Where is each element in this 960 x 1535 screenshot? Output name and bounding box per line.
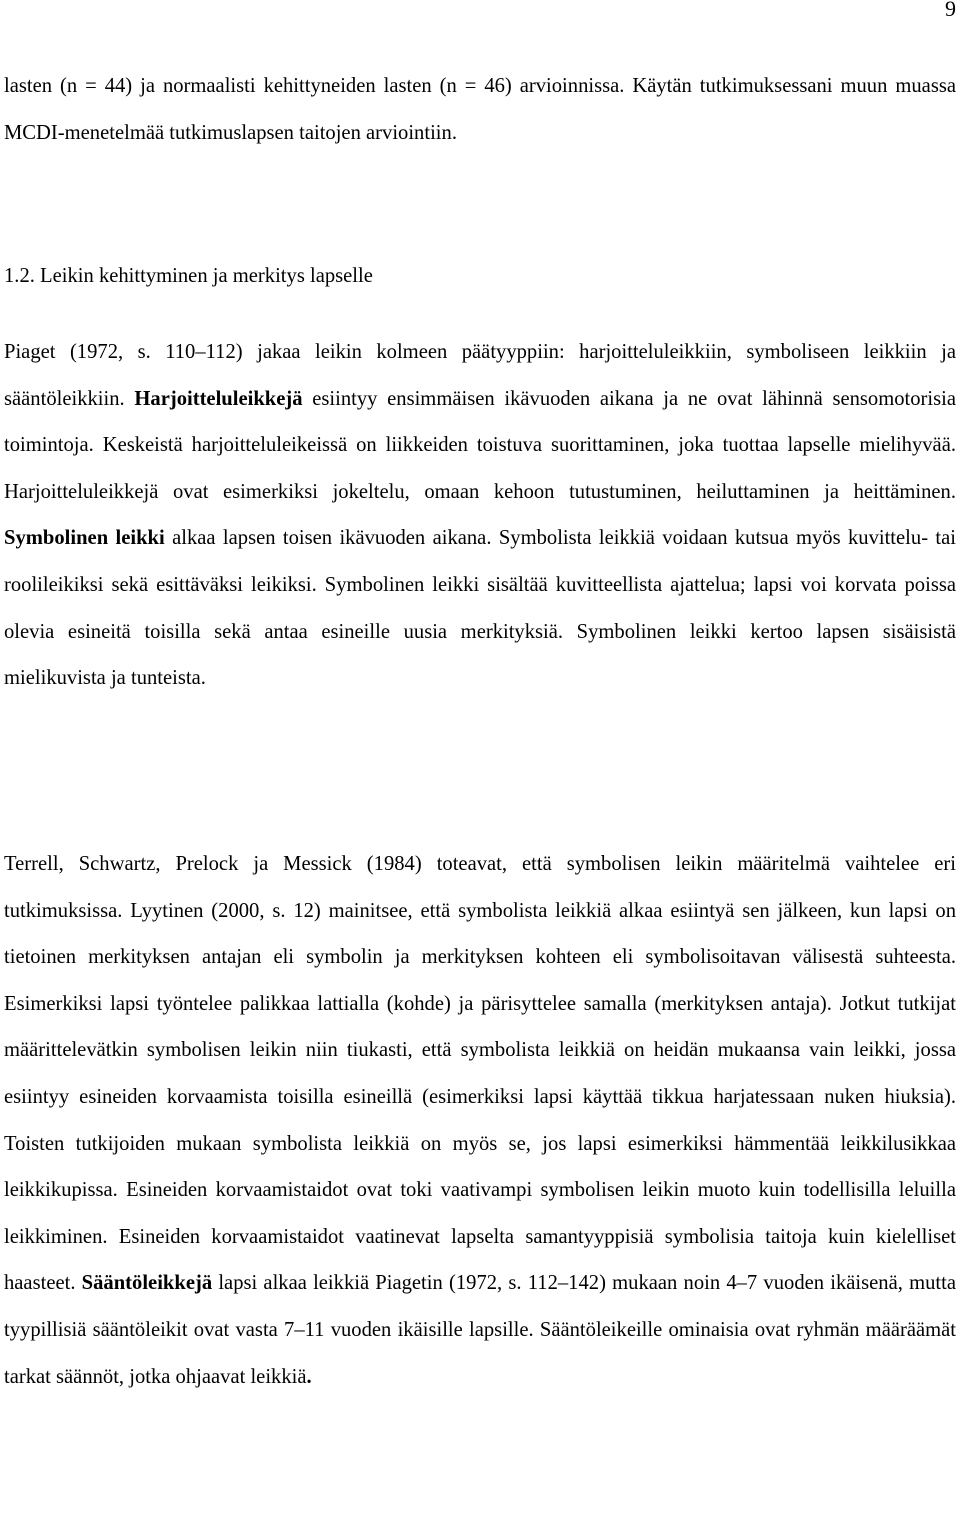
term-harjoitteluleikit: Harjoitteluleikkejä <box>134 387 303 410</box>
paragraph-text: esiintyy ensimmäisen ikävuoden aikana ja ne ovat lähinnä sensomotorisia toimintoja. Keskeistä harjoitteluleikeissä on liikkeiden toistuva suorittaminen, joka tuottaa lapselle mielihyvää. Harjoitteluleikkejä ovat esimerkiksi jokeltelu, omaan kehoon tutustuminen, heiluttaminen ja heittäminen. <box>4 387 956 503</box>
paragraph-text: Piaget (1972, s. 110–112) jakaa leikin kolmeen päätyyppiin: harjoitteluleikkiin, symboliseen leikkiin ja sääntöleikkiin. <box>4 341 956 410</box>
term-saantoleikit: Sääntöleikkejä <box>81 1272 213 1295</box>
paragraph-text: alkaa lapsen toisen ikävuoden aikana. Symbolista leikkiä voidaan kutsua myös kuvittelu- tai roolileikiksi sekä esittäväksi leikiksi. Symbolinen leikki sisältää kuvitteellista ajattelua; lapsi voi korvata poissa olevia esineitä toisilla sekä antaa esineille uusia merkityksiä. Symbolinen leikki kertoo lapsen sisäisistä mielikuvista ja tunteista. <box>4 527 956 690</box>
page-number: 9 <box>945 0 956 21</box>
paragraph-symbolic-play-definition <box>4 841 956 1400</box>
paragraph-play-types <box>4 329 956 702</box>
paragraph-text: Terrell, Schwartz, Prelock ja Messick (1984) toteavat, että symbolisen leikin määritelmä vaihtelee eri tutkimuksissa. Lyytinen (2000, s. 12) mainitsee, että symbolista leikkiä alkaa esiintyä sen jälkeen, kun lapsi on tietoinen merkityksen antajan eli symbolin ja merkityksen kohteen eli symbolisoitavan välisestä suhteesta. Esimerkiksi lapsi työntelee palikkaa lattialla (kohde) ja pärisyttelee samalla (merkityksen antaja). Jotkut tutkijat määrittelevätkin symbolisen leikin niin tiukasti, että symbolista leikkiä on heidän mukaansa vain leikki, jossa esiintyy esineiden korvaamista toisilla esineillä (esimerkiksi lapsi käyttää tikkua harjatessaan nuken hiuksia). Toisten tutkijoiden mukaan symbolista leikkiä on myös se, jos lapsi esimerkiksi hämmentää leikkilusikkaa leikkikupissa. Esineiden korvaamistaidot ovat toki vaativampi symbolisen leikin muoto kuin todellisilla leluilla leikkiminen. Esineiden korvaamistaidot vaatinevat lapselta samantyyppisiä symbolisia taitoja kuin kielelliset haasteet. <box>4 853 956 1295</box>
section-heading: 1.2. Leikin kehittyminen ja merkitys lapselle <box>4 265 373 287</box>
final-period: . <box>306 1365 312 1388</box>
paragraph-text: lapsi alkaa leikkiä Piagetin (1972, s. 112–142) mukaan noin 4–7 vuoden ikäisenä, mutta tyypillisiä sääntöleikit ovat vasta 7–11 vuoden ikäisille lapsille. Sääntöleikeille ominaisia ovat ryhmän määräämät tarkat säännöt, jotka ohjaavat leikkiä <box>4 1272 956 1388</box>
paragraph-intro-continuation: lasten (n = 44) ja normaalisti kehittyneiden lasten (n = 46) arvioinnissa. Käytän tutkimuksessani muun muassa MCDI-menetelmää tutkimuslapsen taitojen arviointiin. <box>4 75 956 144</box>
term-symbolinen-leikki: Symbolinen leikki <box>4 527 165 550</box>
